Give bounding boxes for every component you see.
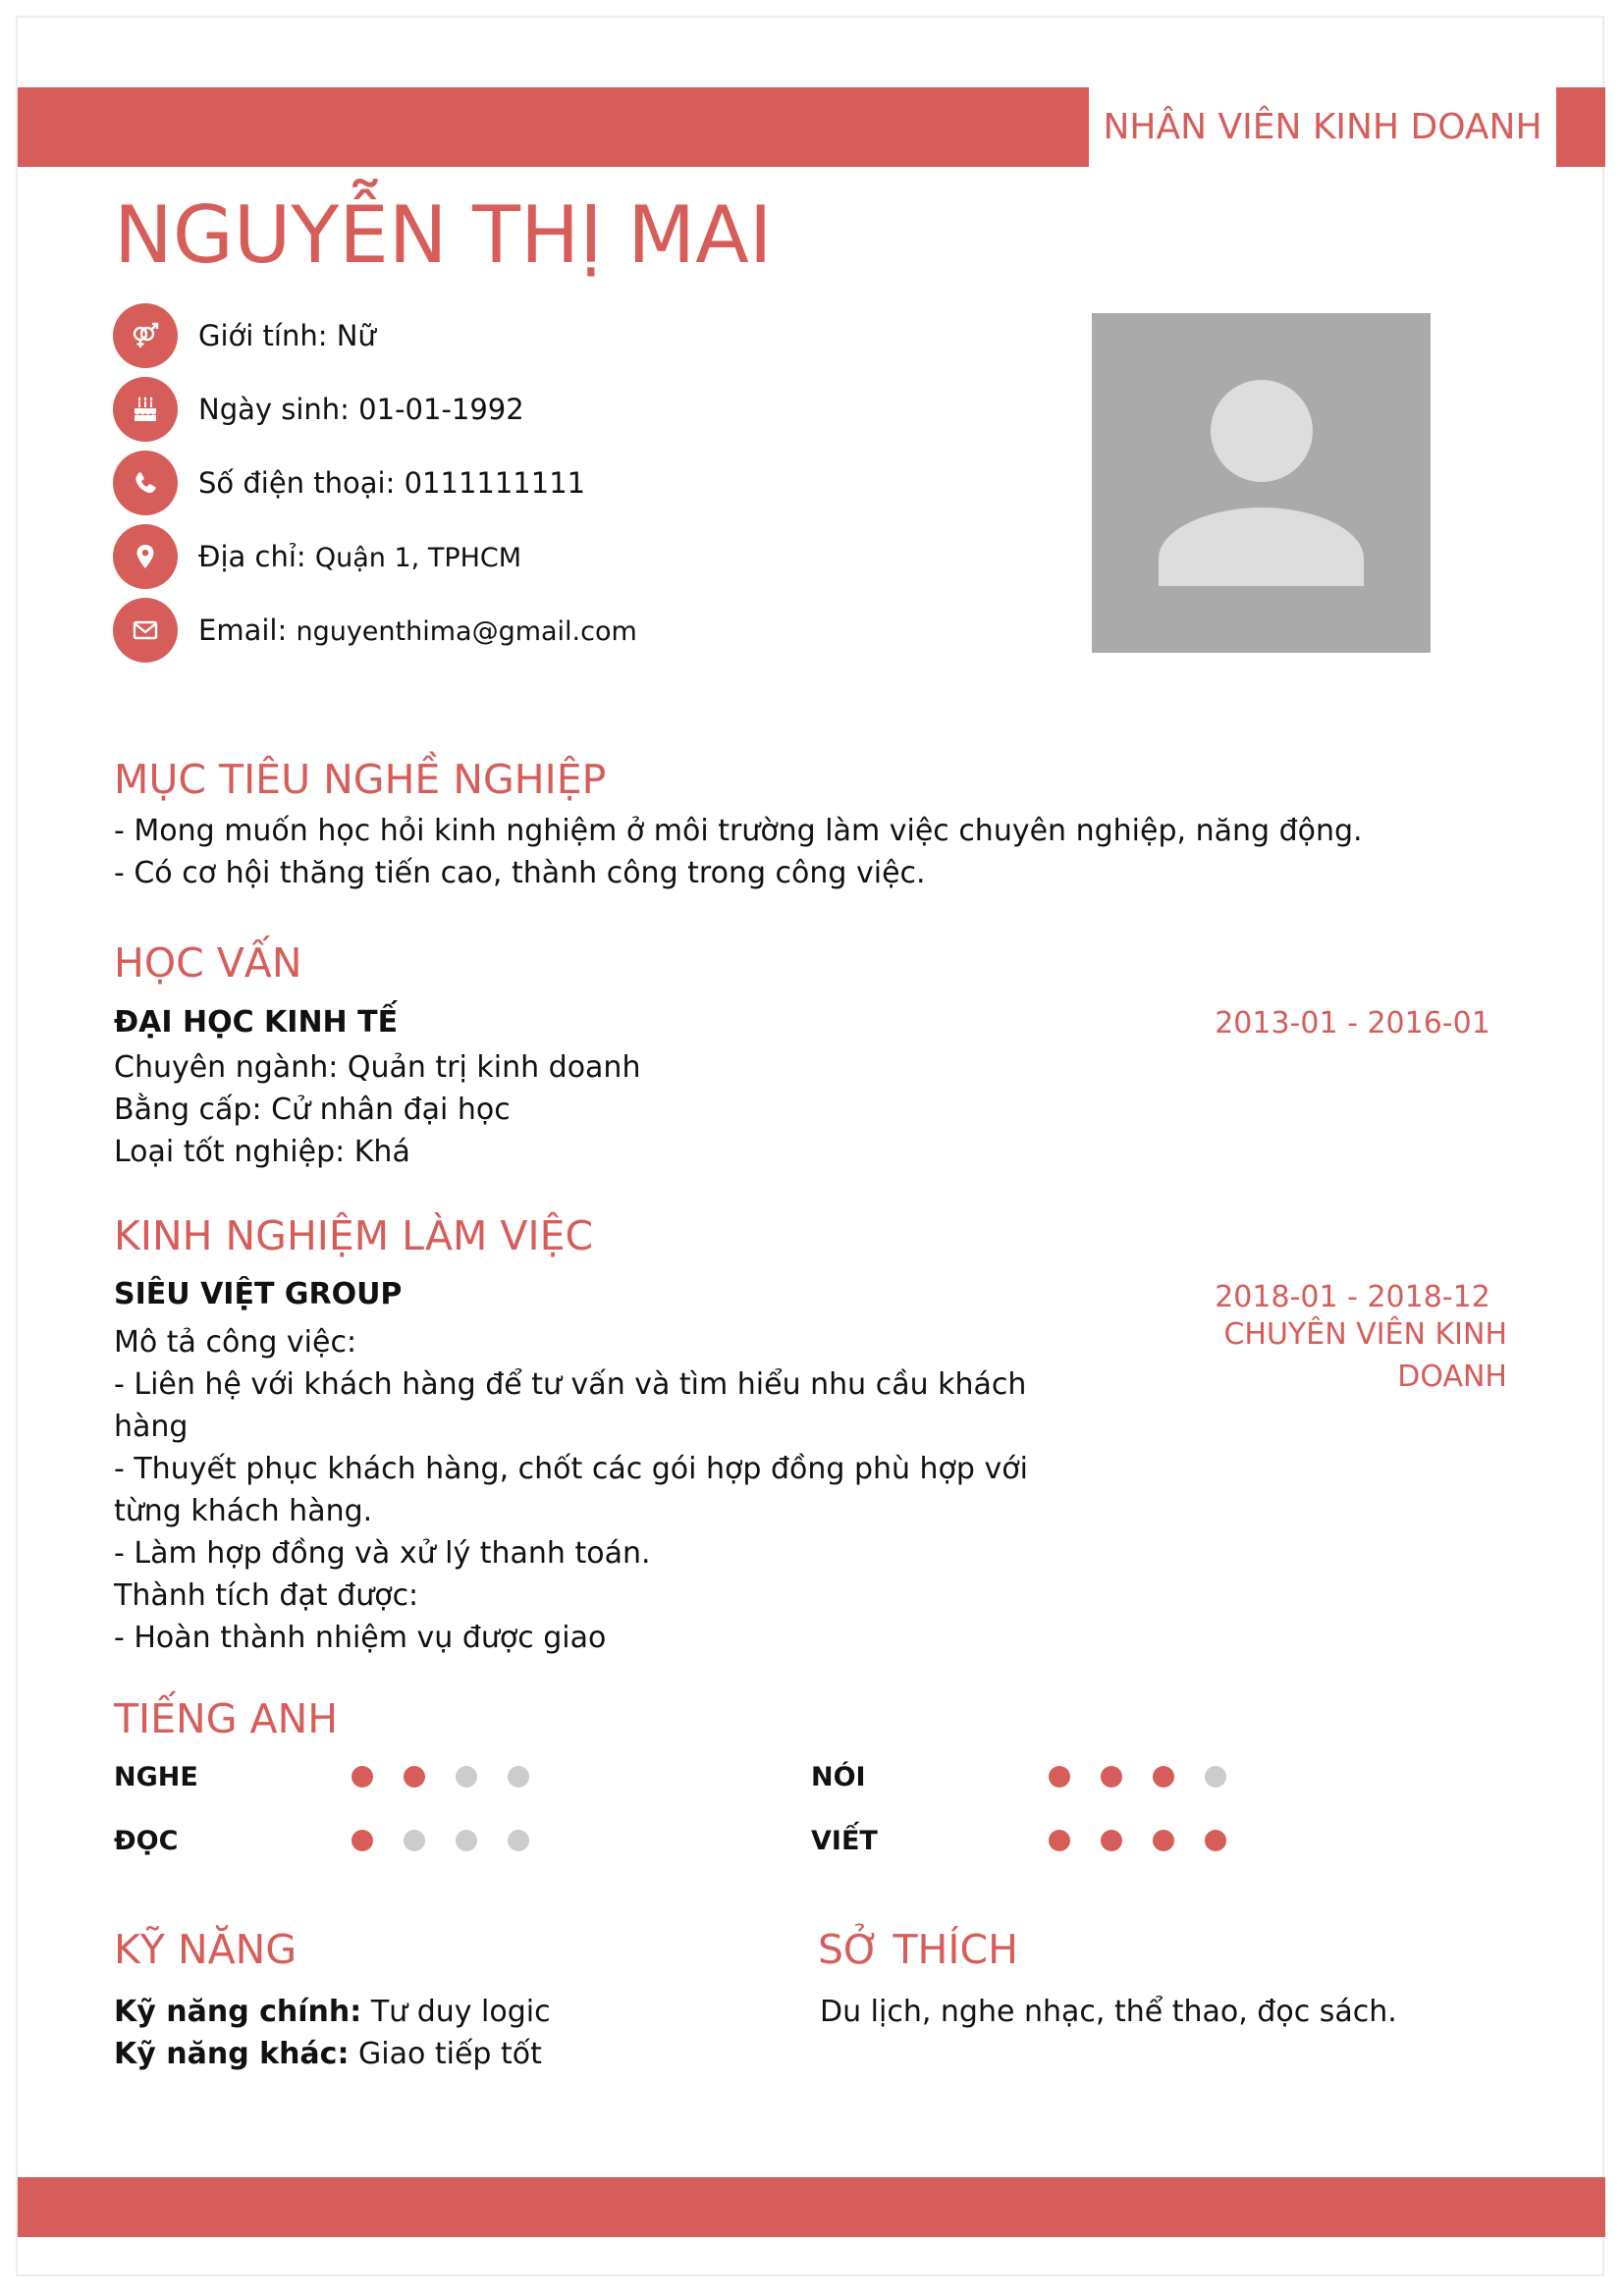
hobbies-title: SỞ THÍCH bbox=[818, 1926, 1018, 1973]
description-line: - Hoàn thành nhiệm vụ được giao bbox=[114, 1621, 607, 1655]
experience-title: KINH NGHIỆM LÀM VIỆC bbox=[114, 1212, 594, 1259]
education-details bbox=[114, 1046, 640, 1173]
rating-reading bbox=[352, 1830, 529, 1851]
contact-birthday bbox=[113, 377, 524, 442]
contact-address bbox=[113, 524, 521, 589]
objective-title: MỤC TIÊU NGHỀ NGHIỆP bbox=[114, 756, 607, 803]
description-line: - Liên hệ với khách hàng để tư vấn và tìm hiểu nhu cầu khách hàng bbox=[114, 1367, 1027, 1444]
contact-birthday-text bbox=[198, 393, 524, 426]
candidate-name: NGUYỄN THỊ MAI bbox=[114, 189, 773, 281]
contact-gender bbox=[113, 303, 376, 368]
education-period: 2013-01 - 2016-01 bbox=[1215, 1006, 1490, 1041]
objective-line: - Mong muốn học hỏi kinh nghiệm ở môi trường làm việc chuyên nghiệp, năng động. bbox=[114, 814, 1363, 848]
language-label-reading: ĐỌC bbox=[114, 1826, 179, 1856]
description-line: - Làm hợp đồng và xử lý thanh toán. bbox=[114, 1536, 651, 1571]
rating-dot bbox=[404, 1830, 425, 1851]
profile-photo bbox=[1092, 313, 1431, 653]
rating-dot bbox=[1153, 1766, 1174, 1788]
map-marker-icon bbox=[113, 524, 178, 589]
envelope-icon bbox=[113, 598, 178, 663]
rating-dot bbox=[1049, 1830, 1070, 1851]
contact-phone bbox=[113, 451, 585, 515]
contact-value: 01-01-1992 bbox=[358, 393, 524, 426]
experience-period: 2018-01 - 2018-12 bbox=[1215, 1280, 1490, 1314]
rating-dot bbox=[508, 1766, 529, 1788]
rating-dot bbox=[1205, 1766, 1226, 1788]
skill-value: Giao tiếp tốt bbox=[358, 2037, 542, 2071]
description-line: Mô tả công việc: bbox=[114, 1325, 357, 1360]
experience-position: CHUYÊN VIÊN KINH DOANH bbox=[1223, 1317, 1507, 1394]
rating-dot bbox=[352, 1766, 373, 1788]
contact-address-text bbox=[198, 540, 521, 573]
language-label-writing: VIẾT bbox=[811, 1826, 878, 1856]
rating-dot bbox=[1101, 1830, 1122, 1851]
phone-icon bbox=[113, 451, 178, 515]
rating-speaking bbox=[1049, 1766, 1226, 1788]
language-label-listening: NGHE bbox=[114, 1762, 198, 1792]
contact-gender-text bbox=[198, 319, 376, 352]
contact-email bbox=[113, 598, 637, 663]
skill-label: Kỹ năng chính: bbox=[114, 1995, 362, 2029]
language-label-speaking: NÓI bbox=[811, 1762, 866, 1792]
contact-value: Quận 1, TPHCM bbox=[314, 543, 522, 573]
rating-dot bbox=[508, 1830, 529, 1851]
company-name: SIÊU VIỆT GROUP bbox=[114, 1277, 403, 1311]
contact-label: Giới tính: bbox=[198, 319, 328, 352]
rating-dot bbox=[456, 1830, 477, 1851]
contact-value: Nữ bbox=[336, 319, 376, 352]
contact-value: nguyenthima@gmail.com bbox=[296, 616, 637, 647]
rating-dot bbox=[1153, 1830, 1174, 1851]
rating-dot bbox=[1049, 1766, 1070, 1788]
skill-item bbox=[114, 2033, 551, 2075]
language-title: TIẾNG ANH bbox=[114, 1695, 339, 1742]
contact-label: Địa chỉ: bbox=[198, 540, 306, 573]
job-title: NHÂN VIÊN KINH DOANH bbox=[1089, 87, 1556, 167]
rating-dot bbox=[352, 1830, 373, 1851]
rating-dot bbox=[1101, 1766, 1122, 1788]
skill-value: Tư duy logic bbox=[370, 1995, 551, 2029]
skills-list bbox=[114, 1991, 551, 2075]
rating-listening bbox=[352, 1766, 529, 1788]
rating-dot bbox=[456, 1766, 477, 1788]
contact-label: Ngày sinh: bbox=[198, 393, 350, 426]
description-line: - Thuyết phục khách hàng, chốt các gói hợp đồng phù hợp với từng khách hàng. bbox=[114, 1452, 1028, 1528]
rating-dot bbox=[1205, 1830, 1226, 1851]
education-major: Chuyên ngành: Quản trị kinh doanh bbox=[114, 1050, 641, 1085]
contact-email-text bbox=[198, 614, 637, 647]
contact-phone-text bbox=[198, 466, 585, 500]
experience-description bbox=[114, 1321, 1086, 1659]
avatar-placeholder-icon bbox=[1092, 313, 1431, 653]
contact-value: 0111111111 bbox=[404, 466, 586, 500]
objective-line: - Có cơ hội thăng tiến cao, thành công trong công việc. bbox=[114, 856, 926, 890]
birthday-cake-icon bbox=[113, 377, 178, 442]
skill-item bbox=[114, 1991, 551, 2033]
education-grade: Loại tốt nghiệp: Khá bbox=[114, 1135, 410, 1169]
rating-dot bbox=[404, 1766, 425, 1788]
footer-bar bbox=[18, 2177, 1605, 2237]
rating-writing bbox=[1049, 1830, 1226, 1851]
description-line: Thành tích đạt được: bbox=[114, 1578, 419, 1613]
skills-title: KỸ NĂNG bbox=[114, 1926, 298, 1973]
school-name: ĐẠI HỌC KINH TẾ bbox=[114, 1005, 399, 1040]
hobbies-text: Du lịch, nghe nhạc, thể thao, đọc sách. bbox=[820, 1995, 1397, 2029]
contact-label: Số điện thoại: bbox=[198, 466, 396, 500]
gender-icon bbox=[113, 303, 178, 368]
contact-label: Email: bbox=[198, 614, 288, 647]
education-degree: Bằng cấp: Cử nhân đại học bbox=[114, 1093, 511, 1127]
education-title: HỌC VẤN bbox=[114, 939, 302, 987]
skill-label: Kỹ năng khác: bbox=[114, 2037, 350, 2071]
objective-text bbox=[114, 810, 1363, 894]
